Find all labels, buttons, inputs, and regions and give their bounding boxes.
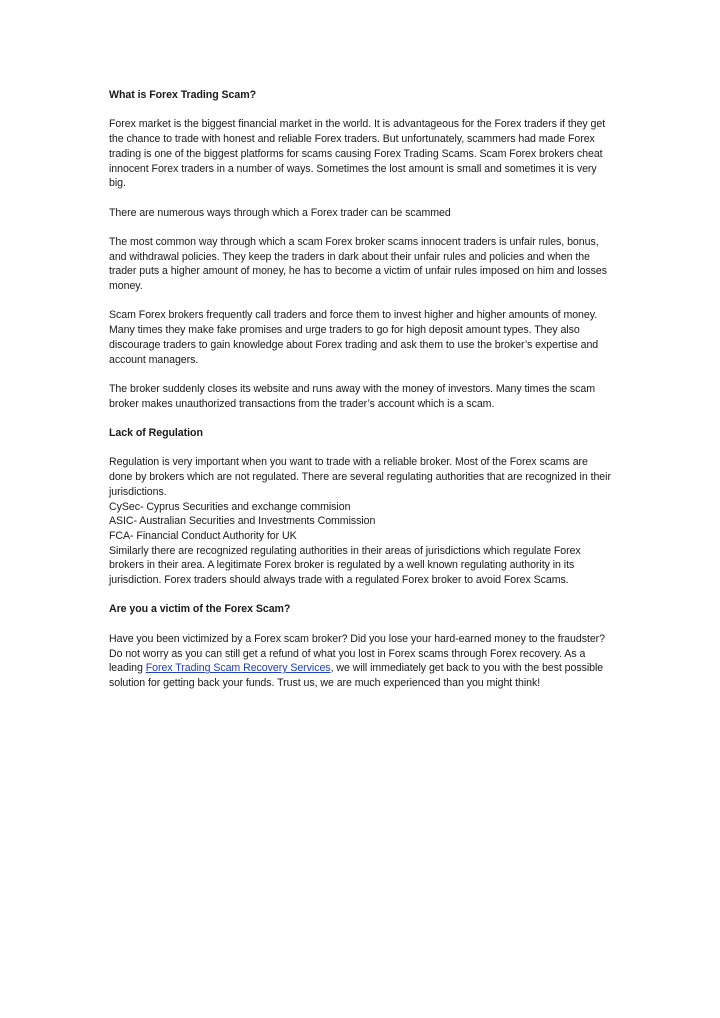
spacer <box>109 294 614 309</box>
paragraph-recovery <box>109 632 614 691</box>
regulator-cysec: CySec- Cyprus Securities and exchange commision <box>109 500 351 513</box>
regulator-fca: FCA- Financial Conduct Authority for UK <box>109 529 297 542</box>
paragraph-unfair-rules: The most common way through which a scam Forex broker scams innocent traders is unfair rules, bonus, and withdrawal policies. They keep the traders in dark about their unfair rules and policies and when the trader puts a higher amount of money, he has to become a victim of unfair rules imposed on him and losses money. <box>109 235 608 293</box>
paragraph-frequent-calls: Scam Forex brokers frequently call traders and force them to invest higher and higher amounts of money. Many times they make fake promises and urge traders to go for high deposit amount types. They also discourage traders to gain knowledge about Forex trading and ask them to use the broker’s expertise and account managers. <box>109 309 599 366</box>
document-body <box>109 88 614 691</box>
heading-what-is-forex-scam: What is Forex Trading Scam? <box>109 89 256 101</box>
regulator-asic: ASIC- Australian Securities and Investments Commission <box>109 515 376 528</box>
spacer <box>109 411 614 426</box>
spacer <box>109 588 614 603</box>
heading-are-you-a-victim: Are you a victim of the Forex Scam? <box>109 603 291 616</box>
recovery-services-link[interactable]: Forex Trading Scam Recovery Services <box>145 662 331 675</box>
paragraph-closes-website: The broker suddenly closes its website and runs away with the money of investors. Many times the scam broker makes unauthorized transactions from the trader’s account which is a scam. <box>109 382 596 410</box>
recovery-text-before: Have you been victimized by a Forex scam broker? Did you lose your hard-earned money to the fraudster? Do not worry as you can still get a refund of what you lost in Forex scams through Forex recovery. As a leading <box>109 632 605 675</box>
spacer <box>109 220 614 235</box>
heading-lack-of-regulation: Lack of Regulation <box>109 427 203 440</box>
spacer <box>109 103 614 118</box>
paragraph-regulation: Regulation is very important when you want to trade with a reliable broker. Most of the Forex scams are done by brokers which are not regulated. There are several regulating authorities that are recognized in their jurisdictions. <box>109 456 611 498</box>
spacer <box>109 367 614 382</box>
spacer <box>109 441 614 456</box>
paragraph-similarly: Similarly there are recognized regulating authorities in their areas of jurisdictions which regulate Forex brokers in their area. A legitimate Forex broker is regulated by a well known regulating authority in its jurisdiction. Forex traders should always trade with a regulated Forex broker to avoid Forex Scams. <box>109 544 581 587</box>
recovery-text-after: , we will immediately get back to you with the best possible solution for getting back your funds. Trust us, we are much experienced than you might think! <box>109 662 604 689</box>
spacer <box>109 617 614 632</box>
paragraph-ways: There are numerous ways through which a Forex trader can be scammed <box>109 206 451 219</box>
paragraph-intro: Forex market is the biggest financial market in the world. It is advantageous for the Forex traders if they get the chance to trade with honest and reliable Forex traders. But unfortunately, scammers had made Forex trading is one of the biggest platforms for scams causing Forex Trading Scams. Scam Forex brokers cheat innocent Forex traders in a number of ways. Sometimes the lost amount is small and sometimes it is very big. <box>109 118 606 190</box>
spacer <box>109 191 614 206</box>
